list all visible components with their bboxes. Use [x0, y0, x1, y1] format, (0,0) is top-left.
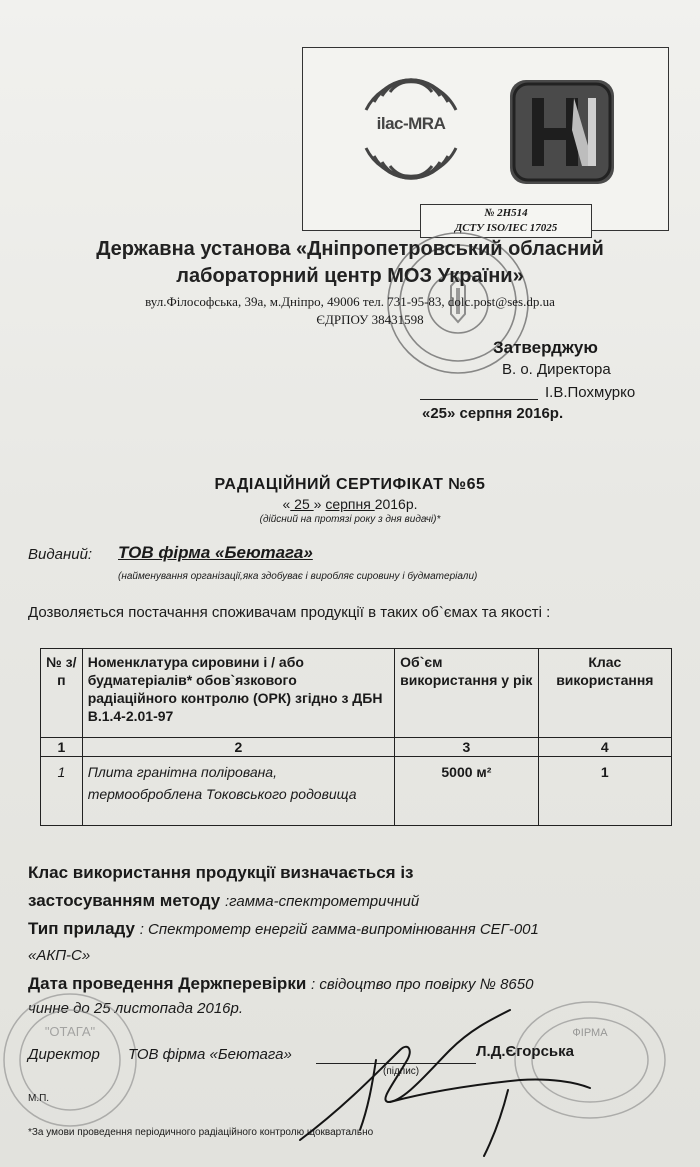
header-nomenclature: Номенклатура сировини і / або будматеріалів* обов`язкового радіаційного контролю (ОРК) згідно з ДБН В.1.4-2.01-97: [82, 649, 394, 738]
stamp-left-text: "ОТАГА": [44, 1024, 96, 1039]
accreditation-standard: ДСТУ ISO/IEC 17025: [454, 222, 558, 234]
row-volume: 5000 м²: [395, 757, 539, 826]
row-material-name: Плита гранітна полірована, термооброблена Токовського родовища: [82, 757, 394, 826]
organization-name-line1: Державна установа «Дніпропетровський обласний: [96, 238, 604, 260]
national-accreditation-logo: [510, 80, 614, 184]
header-class: Клас використання: [538, 649, 671, 738]
method-line2: [28, 891, 419, 911]
approval-signature-line: [420, 399, 538, 400]
verification-valid-until: чинне до 25 листопада 2016р.: [28, 1000, 244, 1017]
signature-organization: ТОВ фірма «Беютага»: [128, 1046, 292, 1063]
allowed-supply-text: Дозволяється постачання споживачам продукції в таких об`ємах та якості :: [28, 604, 551, 621]
approval-title: Затверджую: [493, 338, 598, 357]
column-number: 2: [82, 738, 394, 757]
row-number: 1: [41, 757, 83, 826]
header-volume: Об`єм використання у рік: [395, 649, 539, 738]
row-class: 1: [538, 757, 671, 826]
ilac-mra-logo: [352, 70, 470, 188]
verification-label: Дата проведення Держперевірки: [28, 974, 311, 993]
approval-date: «25» серпня 2016р.: [422, 405, 564, 422]
organization-edrpou: ЄДРПОУ 38431598: [316, 312, 424, 327]
table-column-number-row: [41, 738, 672, 757]
signature-name: Л.Д.Єгорська: [476, 1043, 575, 1060]
certificate-date: [0, 496, 700, 512]
certificate-title: РАДІАЦІЙНИЙ СЕРТИФІКАТ №65: [214, 476, 486, 493]
method-value: :гамма-спектрометричний: [225, 893, 420, 910]
verification-value: : свідоцтво про повірку № 8650: [311, 976, 534, 993]
signature-caption: (підпис): [383, 1066, 420, 1077]
materials-table: [40, 648, 672, 826]
footnote: *За умови проведення періодичного радіаційного контролю щоквартально: [28, 1127, 374, 1138]
issued-to-company: ТОВ фірма «Беютага»: [118, 543, 313, 562]
accreditation-number: № 2Н514: [484, 207, 528, 219]
approval-role: В. о. Директора: [502, 361, 611, 378]
organization-name-line2: лабораторний центр МОЗ України»: [176, 265, 524, 287]
method-label: застосуванням методу: [28, 891, 225, 910]
column-number: 1: [41, 738, 83, 757]
organization-address: вул.Філософська, 39а, м.Дніпро, 49006 тел. 731-95-83, dolc.post@ses.dp.ua: [145, 294, 555, 309]
header-number: № з/п: [41, 649, 83, 738]
certificate-validity-note: (дійсний на протязі року з дня видачі)*: [259, 514, 441, 525]
device-model: «АКП-С»: [28, 947, 91, 964]
date-day: 25: [290, 496, 314, 512]
method-line1: Клас використання продукції визначається із: [28, 863, 414, 882]
date-open-quote: «: [282, 496, 291, 512]
date-year: 2016р.: [374, 496, 418, 512]
handwritten-signature: [280, 990, 600, 1160]
device-label: Тип приладу: [28, 919, 140, 938]
issued-note: (найменування організації,яка здобуває і виробляє сировину і будматеріали): [118, 571, 478, 582]
approval-name: І.В.Похмурко: [545, 384, 636, 401]
date-month: серпня: [325, 496, 375, 512]
column-number: 3: [395, 738, 539, 757]
device-value: : Спектрометр енергій гамма-випромінювання СЕГ-001: [139, 921, 539, 938]
signature-role: Директор: [28, 1046, 100, 1063]
device-line: [28, 919, 539, 939]
company-stamp-left: [0, 990, 150, 1140]
table-row: [41, 757, 672, 826]
ilac-mra-logo-text: ilac-MRA: [376, 114, 446, 133]
seal-place-label: М.П.: [28, 1093, 50, 1104]
issued-label: Виданий:: [28, 546, 93, 563]
date-close-quote: »: [313, 496, 326, 512]
column-number: 4: [538, 738, 671, 757]
table-header-row: [41, 649, 672, 738]
stamp-right-text: ФІРМА: [572, 1027, 608, 1039]
